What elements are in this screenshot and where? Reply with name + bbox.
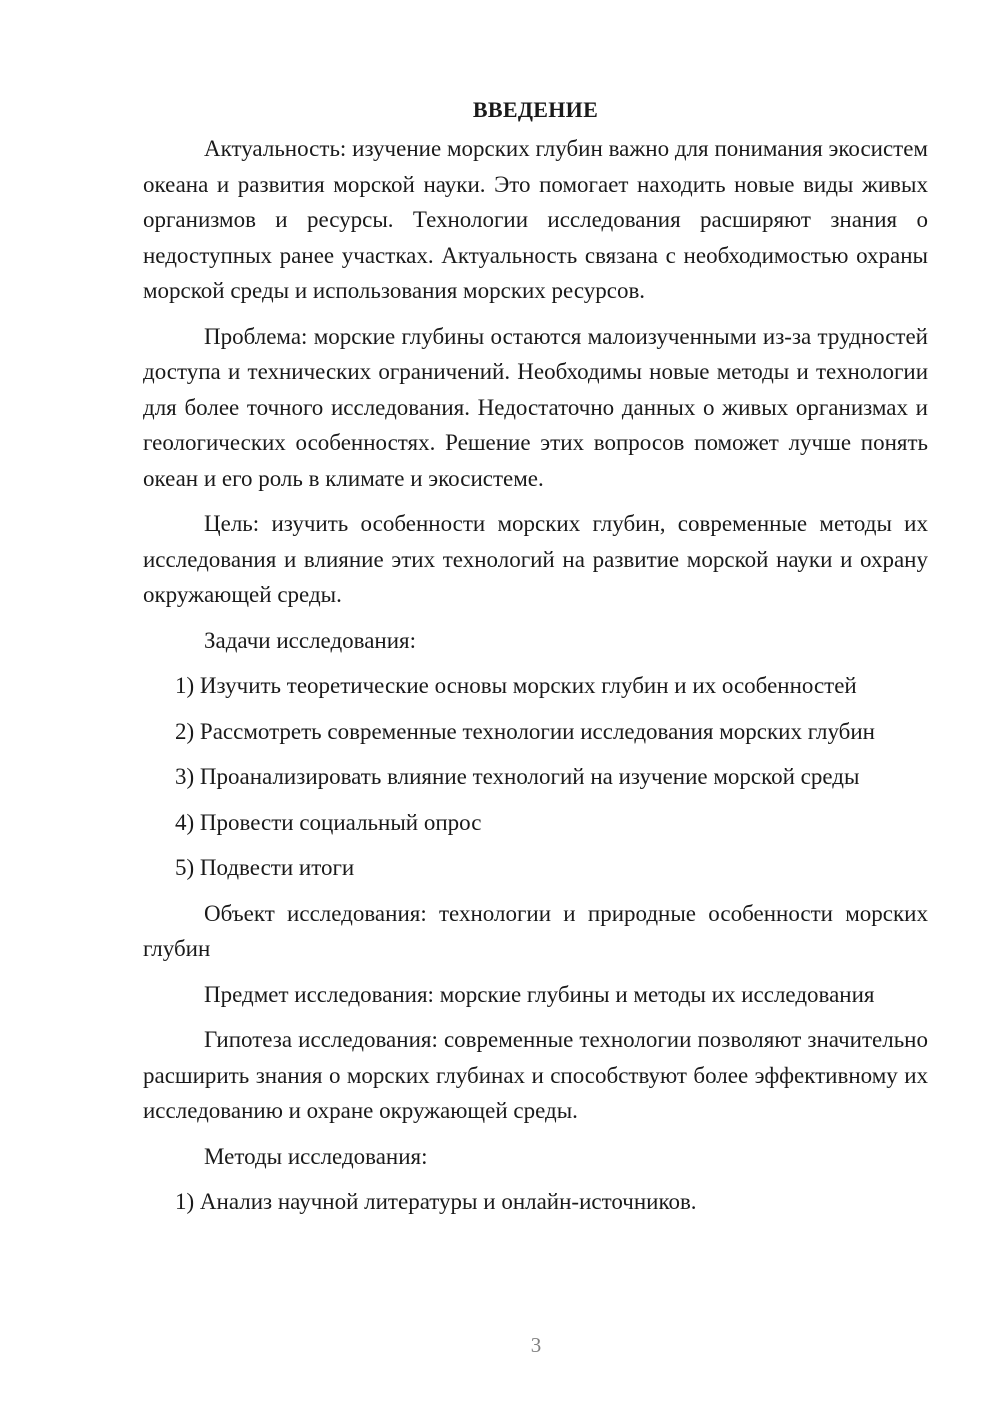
tasks-heading: Задачи исследования: xyxy=(204,627,417,653)
page-number: 3 xyxy=(530,1333,542,1357)
list-item: 2) Рассмотреть современные технологии исследования морских глубин xyxy=(175,718,875,744)
methods-heading: Методы исследования: xyxy=(204,1143,428,1169)
object-paragraph: Объект исследования: технологии и природные особенности морских глубин xyxy=(143,900,928,961)
tasks-list xyxy=(143,668,928,886)
methods-list xyxy=(143,1184,928,1220)
goal-paragraph: Цель: изучить особенности морских глубин, современные методы их исследования и влияние этих технологий на развитие морской науки и охрану окружающей среды. xyxy=(143,511,928,607)
list-item: 4) Провести социальный опрос xyxy=(175,809,482,835)
list-item: 1) Анализ научной литературы и онлайн-источников. xyxy=(175,1189,697,1214)
subject-paragraph: Предмет исследования: морские глубины и методы их исследования xyxy=(204,981,875,1007)
problem-paragraph: Проблема: морские глубины остаются малоизученными из-за трудностей доступа и технических ограничений. Необходимы новые методы и технологии для более точного исследования. Недостаточно данных о живых организмах и геологических особенностях. Решение этих вопросов поможет лучше понять океан и его роль в климате и экосистеме. xyxy=(143,323,928,491)
list-item: 3) Проанализировать влияние технологий на изучение морской среды xyxy=(175,764,860,789)
hypothesis-paragraph: Гипотеза исследования: современные технологии позволяют значительно расширить знания о морских глубинах и способствуют более эффективному их исследованию и охране окружающей среды. xyxy=(143,1027,928,1123)
relevance-paragraph: Актуальность: изучение морских глубин важно для понимания экосистем океана и развития морской науки. Это помогает находить новые виды живых организмов и ресурсы. Технологии исследования расширяют знания о недоступных ранее участках. Актуальность связана с необходимостью охраны морской среды и использования морских ресурсов. xyxy=(143,136,928,303)
list-item: 1) Изучить теоретические основы морских глубин и их особенностей xyxy=(175,673,857,698)
list-item: 5) Подвести итоги xyxy=(175,855,355,880)
document-body xyxy=(143,92,928,1230)
section-title: ВВЕДЕНИЕ xyxy=(472,97,599,122)
